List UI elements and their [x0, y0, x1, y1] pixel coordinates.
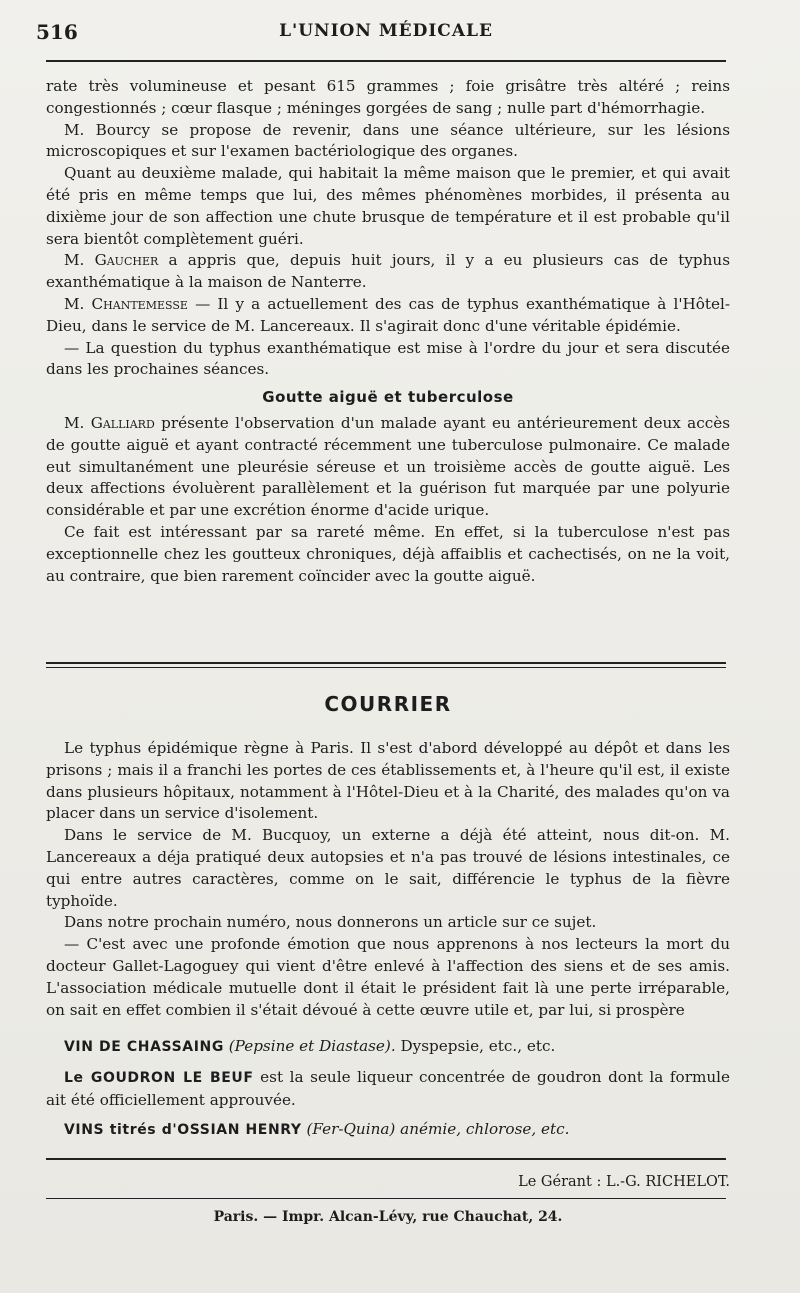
- paragraph: Le typhus épidémique règne à Paris. Il s'est d'abord développé au dépôt et dans les prisons ; mais il a franchi les portes de ces établissements et, à l'heure qu'il est, il existe dans plusieurs hôpitaux, notamment à l'Hôtel-Dieu et à la Charité, des malades qu'on va placer dans un service d'isolement.: [46, 739, 730, 823]
- imprint: Paris. — Impr. Alcan-Lévy, rue Chauchat, 24.: [213, 1209, 563, 1225]
- speaker-name: M. Galliard: [64, 413, 155, 432]
- paragraph: Quant au deuxième malade, qui habitait la même maison que le premier, et qui avait été pris en même temps que lui, des mêmes phénomènes morbides, il présenta au dixième jour de son affection une chute brusque de température et il est probable qu'il sera bientôt complètement guéri.: [46, 164, 730, 248]
- ad-desc: (Fer-Quina) anémie, chlorose, etc.: [306, 1120, 570, 1139]
- paragraph: — C'est avec une profonde émotion que nous apprenons à nos lecteurs la mort du docteur Gallet-Lagoguey qui vient d'être enlevé à l'affection des siens et de ses amis. L'association médicale mutuelle dont il était le président fait là une perte irréparable, on sait en effet combien il s'était dévoué à cette œuvre utile et, par lui, si prospère: [46, 935, 730, 1019]
- paragraph: Ce fait est intéressant par sa rareté même. En effet, si la tuberculose n'est pas exceptionnelle chez les goutteux chroniques, déjà affaiblis et cachectisés, on ne la voit, au contraire, que bien rarement coïncider avec la goutte aiguë.: [46, 522, 730, 585]
- paragraph: — La question du typhus exanthématique est mise à l'ordre du jour et sera discutée dans les prochaines séances.: [46, 338, 730, 379]
- footer-rule: [46, 1158, 726, 1160]
- paragraph-gaucher: [46, 250, 730, 294]
- running-title: L'UNION MÉDICALE: [279, 21, 493, 41]
- speaker-name: M. Gaucher: [64, 251, 159, 270]
- paragraph: rate très volumineuse et pesant 615 grammes ; foie grisâtre très altéré ; reins congestionnés ; cœur flasque ; méninges gorgées de sang ; nulle part d'hémorrhagie.: [46, 77, 730, 117]
- page-number: 516: [36, 20, 78, 44]
- speaker-name: M. Chantemesse: [64, 294, 188, 313]
- paragraph: M. Bourcy se propose de revenir, dans une séance ultérieure, sur les lésions microscopiques et sur l'examen bactériologique des organes.: [46, 120, 730, 161]
- imprint-rule: [46, 1198, 726, 1199]
- ad-title: VINS titrés d'OSSIAN HENRY: [64, 1122, 302, 1139]
- speaker-text: présente l'observation d'un malade ayant eu antérieurement deux accès de goutte aiguë et ayant contracté récemment une tuberculose pulmonaire. Ce malade eut simultanément une pleurésie séreuse et un troisième accès de goutte aiguë. Les deux affections évoluèrent parallèlement et la guérison fut marquée par une polyurie considérable et par une excrétion énorme d'acide urique.: [46, 413, 730, 520]
- paragraph-galliard: [46, 413, 730, 522]
- ad-goudron: [46, 1067, 730, 1112]
- ad-chassaing: [46, 1036, 730, 1059]
- courrier-body: [46, 738, 730, 1021]
- courrier-title: COURRIER: [324, 692, 452, 716]
- paragraph: Dans le service de M. Bucquoy, un externe a déjà été atteint, nous dit-on. M. Lancereaux a déja pratiqué deux autopsies et n'a pas trouvé de lésions intestinales, ce qui entre autres caractères, comme on le sait, différencie le typhus de la fièvre typhoïde.: [46, 826, 730, 910]
- section-rule: [46, 662, 726, 664]
- gerant-signature: Le Gérant : L.-G. RICHELOT.: [518, 1174, 730, 1190]
- ad-desc: (Pepsine et Diastase).: [228, 1037, 396, 1055]
- speaker-text: — Il y a actuellement des cas de typhus exanthématique à l'Hôtel-Dieu, dans le service de M. Lancereaux. Il s'agirait donc d'une véritable épidémie.: [46, 294, 731, 335]
- advertisements: [46, 1036, 730, 1142]
- speaker-text: a appris que, depuis huit jours, il y a eu plusieurs cas de typhus exanthématique à la maison de Nanterre.: [46, 251, 730, 292]
- page-header: [30, 18, 742, 48]
- ad-text: Dyspepsie, etc., etc.: [395, 1037, 556, 1055]
- ad-ossian: [46, 1119, 730, 1142]
- society-report: [46, 76, 730, 587]
- header-rule: [46, 60, 726, 62]
- section-title: Goutte aiguë et tuberculose: [262, 388, 514, 407]
- paragraph-chantemesse: [46, 294, 730, 338]
- ad-title: Le GOUDRON LE BEUF: [64, 1069, 254, 1086]
- ad-text: est la seule liqueur concentrée de goudron dont la formule ait été officiellement approuvée.: [46, 1067, 730, 1109]
- section-rule-thin: [46, 667, 726, 668]
- paragraph: Dans notre prochain numéro, nous donnerons un article sur ce sujet.: [64, 913, 597, 932]
- ad-title: VIN DE CHASSAING: [64, 1039, 224, 1055]
